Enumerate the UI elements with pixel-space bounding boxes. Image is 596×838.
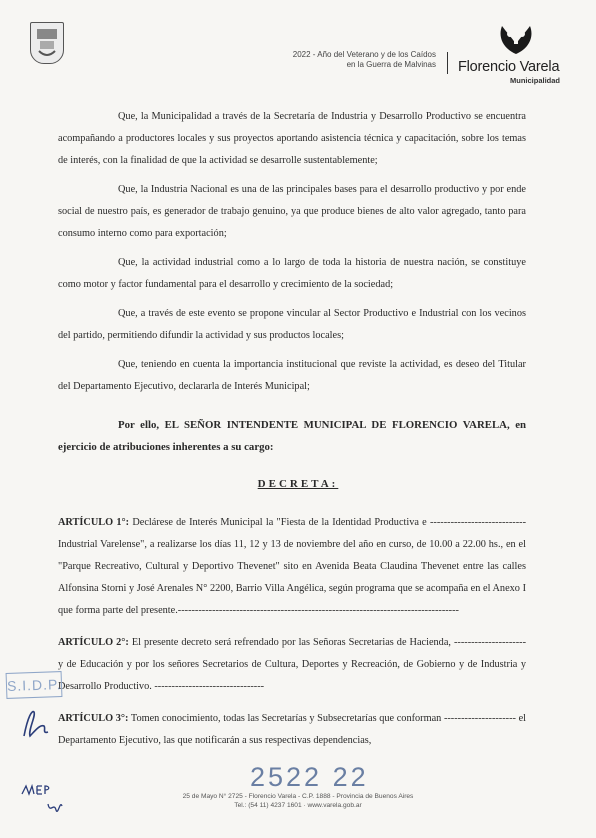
articulo-2-label: ARTÍCULO 2°: bbox=[58, 637, 129, 648]
considerandos bbox=[58, 106, 526, 398]
considerando-1: Que, la Municipalidad a través de la Secretaría de Industria y Desarrollo Productivo se encuentra acompañando a productores locales y sus proyectos aportando asistencia técnica y capacitación, sobre los temas de interés, con la finalidad de que la actividad se desarrolle sustentablemente; bbox=[58, 111, 526, 166]
articulo-3-label: ARTÍCULO 3°: bbox=[58, 713, 129, 724]
articulo-2-text: El presente decreto será refrendado por las Señoras Secretarias de Hacienda, --------------------- y de Educación y por los señores Secretarios de Cultura, Deportes y Recreación, de Gobierno y de Industria y Desarrollo Productivo. -------------------------------- bbox=[58, 637, 526, 692]
municipal-crest-icon bbox=[30, 22, 64, 64]
articulo-1-text: Declárese de Interés Municipal la "Fiesta de la Identidad Productiva e ---------------------------- Industrial Varelense", a realizarse los días 11, 12 y 13 de noviembre del año en curso, de 10.00 a 22.00 hs., en el "Parque Recreativo, Cultural y Deportivo Thevenet" sito en Avenida Beata Claudina Thevenet entre las calles Alfonsina Storni y José Arenales N° 2200, Barrio Villa Angélica, según programa que se acompaña en el Anexo I que forma parte del presente.---------------------------------------------------------------------------------- bbox=[58, 517, 526, 616]
considerando-2: Que, la Industria Nacional es una de las principales bases para el desarrollo productivo y por ende social de nuestro país, es generador de trabajo genuino, ya que produce bienes de alto valor agregado, tanto para consumo interno como para exportación; bbox=[58, 184, 526, 239]
footer-address: 25 de Mayo N° 2725 - Florencio Varela - C.P. 1888 - Provincia de Buenos Aires bbox=[182, 793, 414, 800]
handwritten-initials-icon bbox=[18, 706, 54, 742]
articulos bbox=[58, 512, 526, 752]
por-ello-clause: Por ello, EL SEÑOR INTENDENTE MUNICIPAL DE FLORENCIO VARELA, en ejercicio de atribuciones inherentes a su cargo: bbox=[58, 419, 526, 453]
articulo-1-label: ARTÍCULO 1°: bbox=[58, 517, 130, 528]
articulo-3-text: Tomen conocimiento, todas las Secretarías y Subsecretarías que conforman --------------------- el Departamento Ejecutivo, las que notificarán a sus respectivas dependencias, bbox=[58, 713, 526, 746]
sidp-stamp: S.I.D.P. bbox=[6, 671, 63, 699]
articulo-2 bbox=[58, 632, 526, 698]
articulo-1 bbox=[58, 512, 526, 622]
decreta-heading: DECRETA: bbox=[257, 478, 339, 490]
florencio-varela-logo-icon bbox=[496, 24, 536, 56]
considerando-4: Que, a través de este evento se propone vincular al Sector Productivo e Industrial con los vecinos del partido, permitiendo difundir la actividad y sus productos locales; bbox=[58, 308, 526, 341]
decree-number: 2522 22 bbox=[250, 762, 369, 792]
footer-phone-web: Tel.: (54 11) 4237 1601 · www.varela.gob.ar bbox=[234, 802, 362, 809]
header-divider bbox=[447, 52, 448, 74]
considerando-5: Que, teniendo en cuenta la importancia institucional que reviste la actividad, es deseo del Titular del Departamento Ejecutivo, declararla de Interés Municipal; bbox=[58, 359, 526, 392]
footer-contact bbox=[0, 792, 596, 810]
articulo-3 bbox=[58, 708, 526, 752]
commemorative-year-legend: 2022 - Año del Veterano y de los Caídos en la Guerra de Malvinas bbox=[292, 50, 436, 69]
logo-subtitle: Municipalidad bbox=[510, 76, 561, 85]
logo-name: Florencio Varela bbox=[458, 59, 560, 75]
considerando-3: Que, la actividad industrial como a lo largo de toda la historia de nuestra nación, se constituye como motor y factor fundamental para el desarrollo y crecimiento de la sociedad; bbox=[58, 257, 526, 290]
